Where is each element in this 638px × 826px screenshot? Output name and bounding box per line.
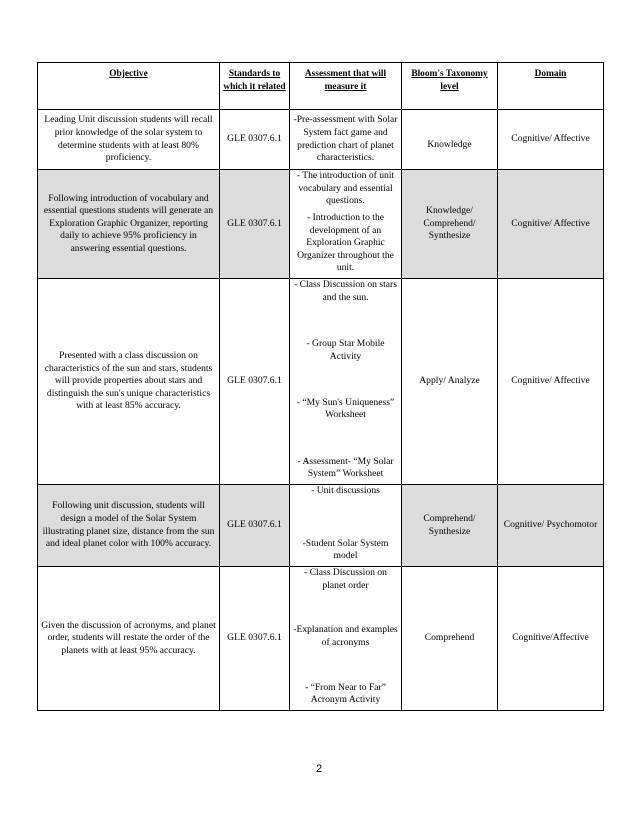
standard-cell: GLE 0307.6.1 xyxy=(220,170,290,279)
assessment-cell xyxy=(290,485,402,567)
assessment-item: - Group Star Mobile Activity xyxy=(306,337,385,362)
table-row xyxy=(38,110,604,170)
blooms-cell: Comprehend/ Synthesize xyxy=(402,485,498,567)
standard-cell: GLE 0307.6.1 xyxy=(220,485,290,567)
domain-cell: Cognitive/Affective xyxy=(498,567,604,711)
standard-cell: GLE 0307.6.1 xyxy=(220,567,290,711)
objective-cell: Leading Unit discussion students will recall prior knowledge of the solar system to determine students with at least 80% proficiency. xyxy=(38,110,220,170)
assessment-item: - Introduction to the development of an Exploration Graphic Organizer throughout the unit. xyxy=(297,212,394,274)
header-blooms: Bloom's Taxonomy level xyxy=(402,63,498,110)
domain-cell: Cognitive/ Affective xyxy=(498,110,604,170)
assessment-cell xyxy=(290,279,402,485)
table-row xyxy=(38,279,604,485)
assessment-item: - “My Sun's Uniqueness” Worksheet xyxy=(296,396,395,421)
header-standards: Standards to which it related xyxy=(220,63,290,110)
domain-cell: Cognitive/ Psychomotor xyxy=(498,485,604,567)
domain-cell: Cognitive/ Affective xyxy=(498,170,604,279)
objective-cell: Following introduction of vocabulary and essential questions students will generate an Exploration Graphic Organizer, reporting daily to achieve 95% proficiency in answering essential questions. xyxy=(38,170,220,279)
page-number: 2 xyxy=(315,763,323,775)
objective-cell: Given the discussion of acronyms, and planet order, students will restate the order of the planets with at least 95% accuracy. xyxy=(38,567,220,711)
assessment-item: -Explanation and examples of acronyms xyxy=(293,624,398,648)
domain-cell: Cognitive/ Affective xyxy=(498,279,604,485)
header-assessment: Assessment that will measure it xyxy=(290,63,402,110)
table-row xyxy=(38,170,604,279)
objective-cell: Presented with a class discussion on characteristics of the sun and stars, students will provide properties about stars and distinguish the sun's unique characteristics with at least 85% accuracy. xyxy=(38,279,220,485)
assessment-cell: -Pre-assessment with Solar System fact game and prediction chart of planet characteristics. xyxy=(290,110,402,170)
assessment-item: - Class Discussion on planet order xyxy=(304,567,387,591)
header-domain: Domain xyxy=(498,63,604,110)
assessment-item: - Class Discussion on stars and the sun. xyxy=(294,279,397,303)
table-row xyxy=(38,567,604,711)
assessment-cell xyxy=(290,170,402,279)
assessment-item: - “From Near to Far” Acronym Activity xyxy=(305,681,386,706)
blooms-cell: Knowledge xyxy=(402,110,498,170)
table-row xyxy=(38,485,604,567)
blooms-cell: Apply/ Analyze xyxy=(402,279,498,485)
header-objective: Objective xyxy=(38,63,220,110)
standard-cell: GLE 0307.6.1 xyxy=(220,279,290,485)
assessment-cell xyxy=(290,567,402,711)
header-row xyxy=(38,63,604,110)
blooms-cell: Knowledge/ Comprehend/ Synthesize xyxy=(402,170,498,279)
assessment-item: - The introduction of unit vocabulary and essential questions. xyxy=(296,170,395,207)
objectives-table xyxy=(37,62,604,711)
assessment-item: -Student Solar System model xyxy=(302,537,389,562)
blooms-cell: Comprehend xyxy=(402,567,498,711)
assessment-item: - Unit discussions xyxy=(311,485,380,496)
assessment-item: - Assessment- “My Solar System” Worksheet xyxy=(297,455,394,480)
standard-cell: GLE 0307.6.1 xyxy=(220,110,290,170)
objective-cell: Following unit discussion, students will design a model of the Solar System illustrating planet size, distance from the sun and ideal planet color with 100% accuracy. xyxy=(38,485,220,567)
